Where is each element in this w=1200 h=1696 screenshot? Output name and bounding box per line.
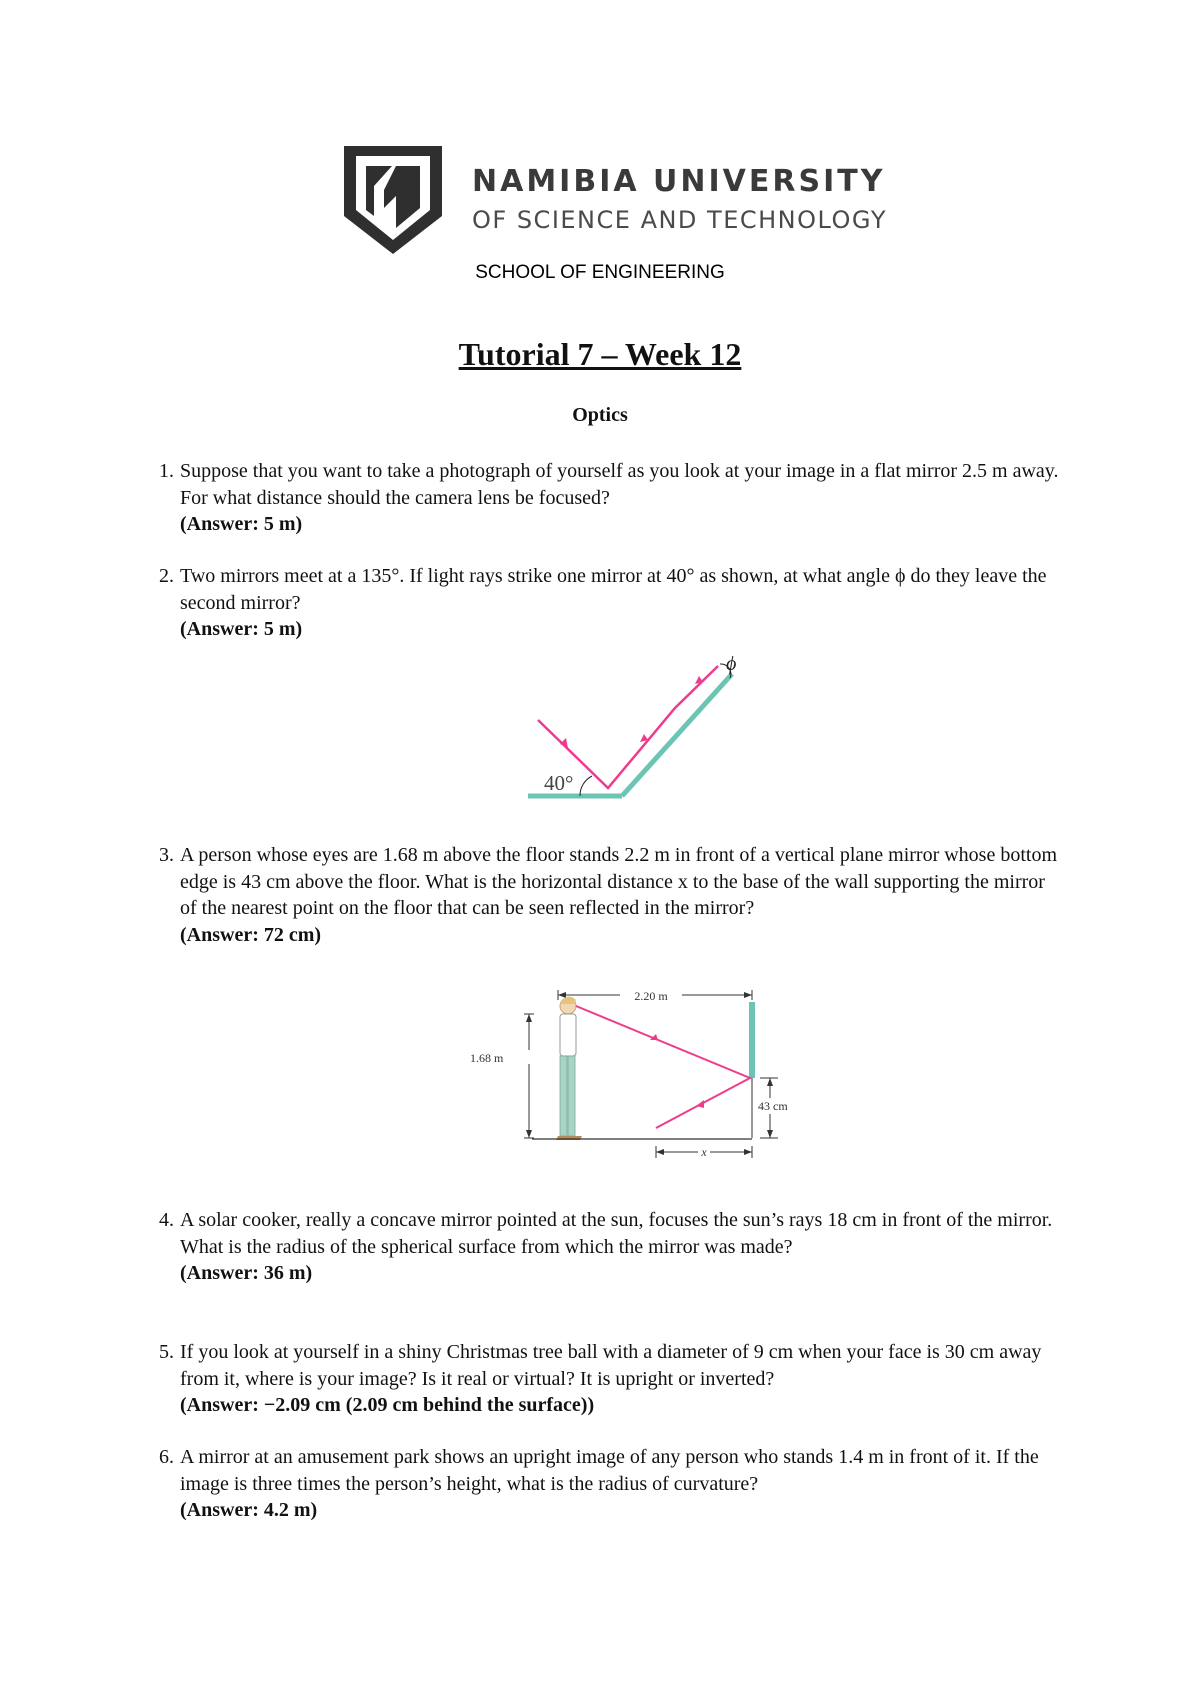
university-logo — [344, 146, 887, 256]
page-subtitle: Optics — [572, 404, 628, 426]
person-figure — [556, 996, 582, 1140]
question-number: 2. — [159, 565, 174, 587]
question-5 — [159, 1339, 1060, 1419]
angle-arc — [580, 776, 592, 796]
question-text: Suppose that you want to take a photograph of yourself as you look at your image in a flat mirror 2.5 m away. For what distance should the camera lens be focused? — [180, 460, 1059, 509]
question-answer: (Answer: 72 cm) — [180, 923, 322, 946]
question-number: 1. — [159, 460, 174, 482]
question-answer: (Answer: −2.09 cm (2.09 cm behind the surface)) — [180, 1394, 595, 1416]
mirror-inclined — [622, 674, 732, 796]
question-answer: (Answer: 5 m) — [180, 618, 303, 640]
plane-mirror-figure — [470, 982, 810, 1168]
question-3 — [159, 842, 1060, 948]
question-6 — [159, 1444, 1060, 1524]
question-number: 3. — [159, 844, 174, 866]
light-ray — [538, 666, 718, 788]
mirror-height-label: 43 cm — [758, 1099, 788, 1113]
logo-university-name: NAMIBIA UNIVERSITY — [472, 164, 886, 199]
question-text: A person whose eyes are 1.68 m above the floor stands 2.2 m in front of a vertical plane mirror whose bottom edge is 43 cm above the floor. What is the horizontal distance x to the base of the wall supporting the mirror of the nearest point on the floor that can be seen reflected in the mirror? — [180, 844, 1058, 919]
shield-logo-icon — [344, 146, 442, 254]
distance-label: 2.20 m — [634, 989, 668, 1003]
question-number: 6. — [159, 1446, 174, 1468]
logo-university-subname: OF SCIENCE AND TECHNOLOGY — [472, 206, 887, 234]
question-text: If you look at yourself in a shiny Christmas tree ball with a diameter of 9 cm when your face is 30 cm away from it, where is your image? Is it real or virtual? It is upright or inverted? — [180, 1341, 1042, 1390]
question-answer: (Answer: 4.2 m) — [180, 1499, 318, 1521]
question-number: 4. — [159, 1209, 174, 1231]
question-answer: (Answer: 36 m) — [180, 1262, 313, 1284]
phi-label: ϕ — [726, 653, 737, 675]
question-text: A solar cooker, really a concave mirror pointed at the sun, focuses the sun’s rays 18 cm in front of the mirror. What is the radius of the spherical surface from which the mirror was made? — [180, 1209, 1053, 1258]
school-name: SCHOOL OF ENGINEERING — [475, 262, 725, 283]
question-2 — [159, 563, 1060, 643]
page-title: Tutorial 7 – Week 12 — [458, 336, 742, 372]
question-text: A mirror at an amusement park shows an upright image of any person who stands 1.4 m in front of it. If the image is three times the person’s height, what is the radius of curvature? — [180, 1446, 1039, 1495]
height-label: 1.68 m — [470, 1051, 504, 1065]
question-text: Two mirrors meet at a 135°. If light rays strike one mirror at 40° as shown, at what angle ϕ do they leave the second mirror? — [180, 565, 1047, 614]
question-answer: (Answer: 5 m) — [180, 513, 303, 535]
light-ray — [576, 1006, 750, 1128]
question-4 — [159, 1207, 1060, 1287]
angle-label: 40° — [544, 771, 574, 795]
two-mirrors-figure — [520, 650, 760, 810]
question-1 — [159, 458, 1060, 538]
question-number: 5. — [159, 1341, 174, 1363]
x-label: x — [701, 1145, 707, 1159]
